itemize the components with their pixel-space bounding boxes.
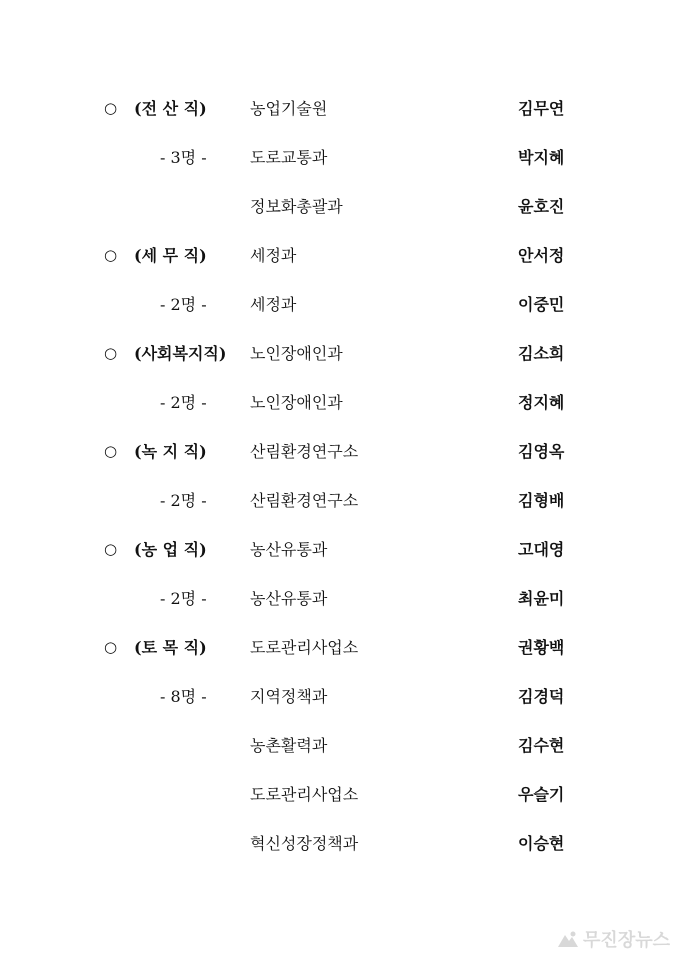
person-name: 이중민	[518, 295, 565, 314]
department: 세정과	[250, 246, 297, 265]
person-name: 김무연	[518, 99, 565, 118]
list-item	[0, 819, 680, 868]
list-item	[0, 672, 680, 721]
list-item	[0, 133, 680, 182]
headcount: - 8명 -	[160, 687, 207, 706]
department: 노인장애인과	[250, 344, 343, 363]
person-name: 김수현	[518, 736, 565, 755]
bullet-circle: ○	[104, 638, 118, 656]
headcount: - 2명 -	[160, 295, 207, 314]
person-name: 김소희	[518, 344, 565, 363]
list-item	[0, 525, 680, 574]
department: 산림환경연구소	[250, 442, 359, 461]
watermark-text: 무진장뉴스	[583, 930, 670, 951]
department: 농촌활력과	[250, 736, 328, 755]
department: 도로관리사업소	[250, 638, 359, 657]
list-item	[0, 770, 680, 819]
list-item	[0, 574, 680, 623]
department: 노인장애인과	[250, 393, 343, 412]
department: 도로관리사업소	[250, 785, 359, 804]
list-item	[0, 476, 680, 525]
mountain-logo-icon	[557, 930, 579, 948]
bullet-circle: ○	[104, 344, 118, 362]
person-name: 이승현	[518, 834, 565, 853]
list-item	[0, 721, 680, 770]
person-name: 김형배	[518, 491, 565, 510]
headcount: - 2명 -	[160, 393, 207, 412]
department: 지역정책과	[250, 687, 328, 706]
list-item	[0, 378, 680, 427]
list-item	[0, 84, 680, 133]
department: 농산유통과	[250, 589, 328, 608]
personnel-list	[0, 84, 680, 868]
list-item	[0, 427, 680, 476]
list-item	[0, 329, 680, 378]
department: 세정과	[250, 295, 297, 314]
person-name: 권황백	[518, 638, 565, 657]
person-name: 우슬기	[518, 785, 565, 804]
person-name: 박지혜	[518, 148, 565, 167]
job-category: (전 산 직)	[134, 99, 207, 118]
person-name: 윤호진	[518, 197, 565, 216]
headcount: - 2명 -	[160, 589, 207, 608]
headcount: - 2명 -	[160, 491, 207, 510]
job-category: (녹 지 직)	[134, 442, 207, 461]
list-item	[0, 182, 680, 231]
person-name: 최윤미	[518, 589, 565, 608]
job-category: (농 업 직)	[134, 540, 207, 559]
list-item	[0, 280, 680, 329]
department: 정보화총괄과	[250, 197, 343, 216]
job-category: (세 무 직)	[134, 246, 207, 265]
department: 도로교통과	[250, 148, 328, 167]
person-name: 김영옥	[518, 442, 565, 461]
bullet-circle: ○	[104, 442, 118, 460]
headcount: - 3명 -	[160, 148, 207, 167]
person-name: 고대영	[518, 540, 565, 559]
department: 농산유통과	[250, 540, 328, 559]
department: 농업기술원	[250, 99, 328, 118]
person-name: 안서정	[518, 246, 565, 265]
watermark	[557, 926, 670, 952]
job-category: (사회복지직)	[134, 344, 227, 363]
bullet-circle: ○	[104, 540, 118, 558]
list-item	[0, 623, 680, 672]
bullet-circle: ○	[104, 99, 118, 117]
list-item	[0, 231, 680, 280]
person-name: 김경덕	[518, 687, 565, 706]
job-category: (토 목 직)	[134, 638, 207, 657]
department: 혁신성장정책과	[250, 834, 359, 853]
department: 산림환경연구소	[250, 491, 359, 510]
person-name: 정지혜	[518, 393, 565, 412]
bullet-circle: ○	[104, 246, 118, 264]
